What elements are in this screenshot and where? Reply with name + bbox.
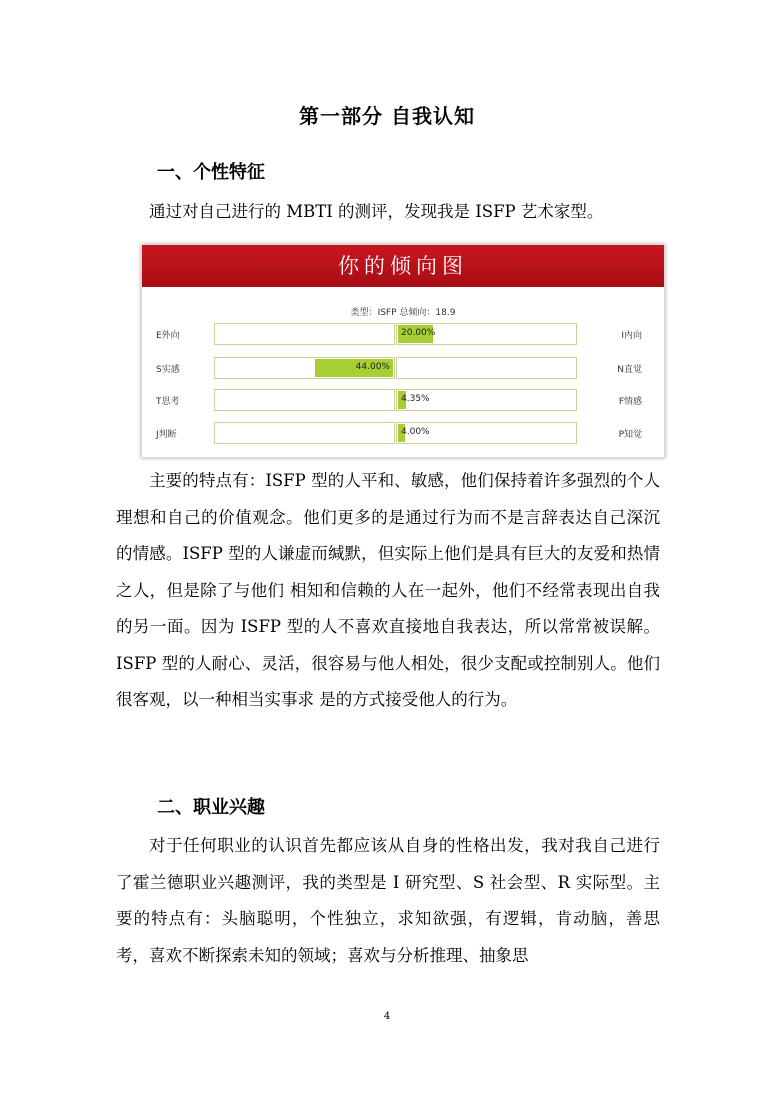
chart-subtitle: 类型：ISFP 总倾向：18.9	[350, 308, 456, 318]
chart-bar-value-label: 20.00%	[401, 328, 436, 338]
interest-paragraph: 对于任何职业的认识首先都应该从自身的性格出发，我对我自己进行了霍兰德职业兴趣测评，我的类型是 I 研究型、S 社会型、R 实际型。主要的特点有：头脑聪明，个性独立，求知欲强，有逻辑，肯动脑，善思考，喜欢不断探索未知的领域；喜欢与分析推理、抽象思	[116, 836, 660, 965]
chart-row	[142, 323, 664, 345]
chart-bar-track-right	[396, 357, 577, 379]
chart-row-left-label: S实感	[156, 365, 180, 375]
tendency-chart	[141, 244, 665, 458]
chart-bar-track-right	[396, 422, 577, 444]
chart-row-right-label: I内向	[621, 331, 642, 341]
chart-bar-track-left	[214, 389, 395, 411]
chart-row-left-label: E外向	[156, 331, 180, 341]
chart-row-right-label: P知觉	[618, 430, 642, 440]
page-number: 4	[383, 1011, 391, 1022]
chart-bar-value-label: 44.00%	[355, 362, 390, 372]
chart-bar-track-right	[396, 323, 577, 345]
section-heading-personality: 一、个性特征	[157, 162, 265, 183]
chart-bar-value-label: 4.00%	[401, 427, 430, 437]
chart-bar-track-left	[214, 357, 395, 379]
chart-bar-value-label: 4.35%	[401, 394, 430, 404]
chart-row	[142, 357, 664, 379]
chart-row	[142, 389, 664, 411]
chart-row-left-label: T思考	[156, 397, 180, 407]
chart-row-right-label: F情感	[618, 397, 642, 407]
chart-row-right-label: N直觉	[617, 365, 642, 375]
chart-bar-track-right	[396, 389, 577, 411]
personality-paragraph: 主要的特点有：ISFP 型的人平和、敏感，他们保持着许多强烈的个人理想和自己的价值观念。他们更多的是通过行为而不是言辞表达自己深沉的情感。ISFP 型的人谦虚而缄默，但实际上他们是具有巨大的友爱和热情之人，但是除了与他们 相知和信赖的人在一起外，他们不经常表现出自我的另一面。因为 ISFP 型的人不喜欢直接地自我表达，所以常常被误解。ISFP 型的人耐心、灵活，很容易与他人相处，很少支配或控制别人。他们很客观，以一种相当实事求 是的方式接受他人的行为。	[116, 471, 660, 709]
intro-paragraph: 通过对自己进行的 MBTI 的测评，发现我是 ISFP 艺术家型。	[149, 202, 604, 221]
chart-bar-track-left	[214, 422, 395, 444]
page-title: 第一部分 自我认知	[299, 104, 475, 128]
section-heading-interest: 二、职业兴趣	[157, 797, 265, 818]
chart-title: 你的倾向图	[142, 245, 664, 287]
chart-row	[142, 422, 664, 444]
chart-bar-track-left	[214, 323, 395, 345]
chart-row-left-label: J判断	[156, 430, 177, 440]
